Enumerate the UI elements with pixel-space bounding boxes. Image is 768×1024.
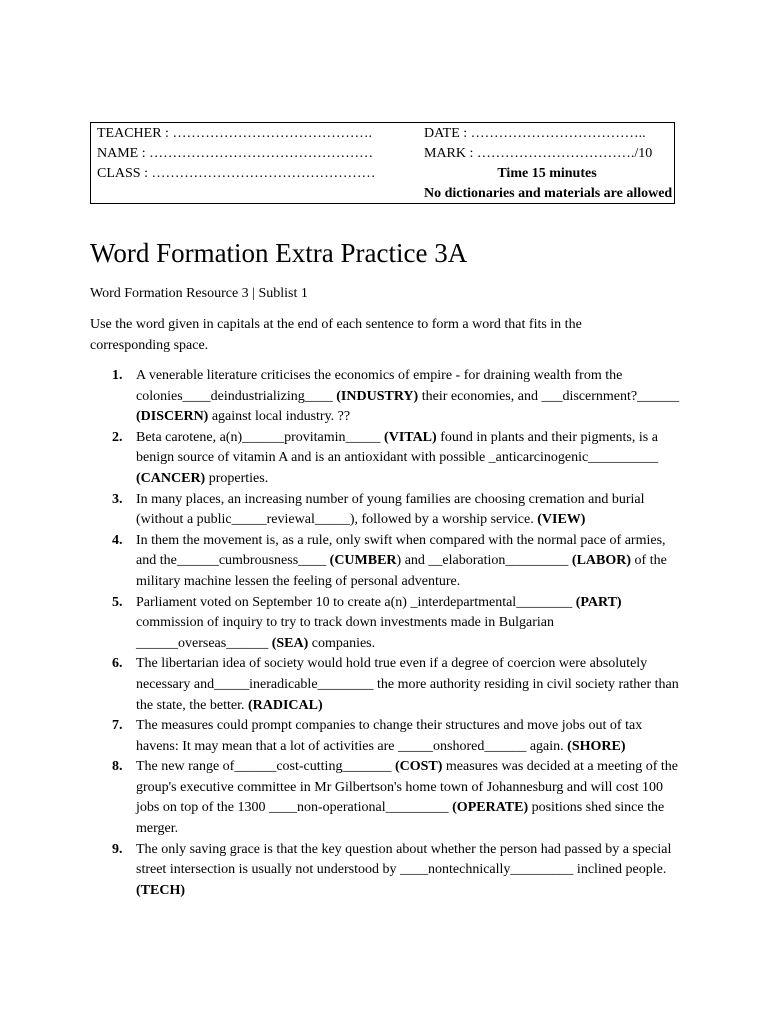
info-right-column [424, 124, 674, 204]
question-text: companies. [308, 635, 376, 651]
question-item [90, 366, 680, 428]
class-field: CLASS : ………………………………………… [97, 166, 376, 181]
question-text: found in plants and their pigments, is a benign source of vitamin A and is an antioxidant with possible _anticarcinogenic__________ [136, 429, 659, 466]
question-list [90, 366, 680, 901]
root-word: (SHORE) [567, 738, 626, 754]
question-text: Parliament voted on September 10 to create a(n) _interdepartmental________ [136, 594, 576, 610]
student-info-box [90, 122, 675, 204]
teacher-field: TEACHER : ……………………………………. [97, 126, 372, 141]
date-field: DATE : ……………………………….. [424, 126, 646, 141]
question-number: 9. [112, 841, 123, 857]
question-text: The only saving grace is that the key question about whether the person had passed by a special street intersection is usually not understood by ____nontechnically_________ inclined people. [136, 841, 672, 878]
question-text: commission of inquiry to try to track down investments made in Bulgarian ______overseas______ [136, 615, 554, 651]
root-word: (INDUSTRY) [336, 388, 419, 404]
question-text: A venerable literature criticises the economics of empire - for draining wealth from the colonies____deindustrializing____ [136, 368, 623, 404]
root-word: (DISCERN) [136, 409, 209, 425]
root-word: (CUMBER [329, 553, 397, 569]
page-subtitle: Word Formation Resource 3 | Sublist 1 [90, 286, 308, 301]
question-text: ) and __elaboration_________ [396, 553, 572, 569]
question-item [90, 757, 680, 839]
question-item [90, 531, 680, 593]
question-text: measures was decided at a meeting of the group's executive committee in Mr Gilbertson's home town of Johannesburg and will cost 100 jobs on top of the 1300 ____non-operational_________ [136, 759, 678, 816]
question-number: 3. [112, 491, 123, 507]
question-text: their economies, and ___discernment?______ [418, 388, 680, 404]
question-text: against local industry. ?? [208, 409, 351, 425]
question-number: 1. [112, 368, 123, 383]
name-field: NAME : ………………………………………… [97, 146, 374, 161]
root-word: (CANCER) [136, 470, 206, 486]
page-title: Word Formation Extra Practice 3A [90, 238, 468, 268]
question-text: positions shed since the merger. [136, 800, 665, 837]
root-word: (SEA) [271, 635, 309, 651]
materials-rule: No dictionaries and materials are allowed [424, 186, 673, 201]
root-word: (OPERATE) [452, 800, 529, 816]
question-item [90, 716, 680, 757]
root-word: (LABOR) [571, 553, 632, 569]
instructions: Use the word given in capitals at the end of each sentence to form a word that fits in the corresponding space. [90, 317, 582, 353]
question-number: 8. [112, 759, 123, 775]
question-number: 6. [112, 656, 123, 672]
question-text: In many places, an increasing number of young families are choosing cremation and burial (without a public_____reviewal_____), followed by a worship service. [136, 491, 645, 528]
question-number: 4. [112, 532, 123, 548]
root-word: (PART) [575, 594, 622, 610]
question-text: Beta carotene, a(n)______provitamin_____ [136, 429, 385, 445]
time-limit: Time 15 minutes [497, 166, 597, 181]
root-word: (COST) [394, 759, 443, 775]
question-number: 7. [112, 718, 123, 734]
question-text: The libertarian idea of society would hold true even if a degree of coercion were absolutely necessary and_____ineradicable________ the more authority residing in civil society rather than the state, the better. [136, 656, 679, 713]
question-number: 2. [112, 429, 123, 445]
question-item [90, 654, 680, 716]
question-item [90, 593, 680, 655]
question-item [90, 490, 680, 531]
question-text: In them the movement is, as a rule, only swift when compared with the normal pace of armies, and the______cumbrousness____ [136, 532, 666, 569]
root-word: (VITAL) [384, 429, 437, 445]
question-text: properties. [205, 470, 269, 486]
root-word: (RADICAL) [247, 697, 323, 713]
question-text: The new range of______cost-cutting_______ [136, 759, 395, 775]
question-text: The measures could prompt companies to change their structures and move jobs out of tax havens: It may mean that a lot of activities are _____onshored______ again. [136, 718, 643, 754]
question-number: 5. [112, 594, 123, 610]
mark-field: MARK : ……………………………./10 [424, 146, 653, 161]
question-item [90, 428, 680, 490]
info-left-column [97, 124, 417, 184]
question-item [90, 840, 680, 902]
root-word: (TECH) [136, 882, 185, 898]
root-word: (VIEW) [537, 512, 586, 528]
question-text: of the military machine lessen the feeling of personal adventure. [136, 553, 667, 589]
